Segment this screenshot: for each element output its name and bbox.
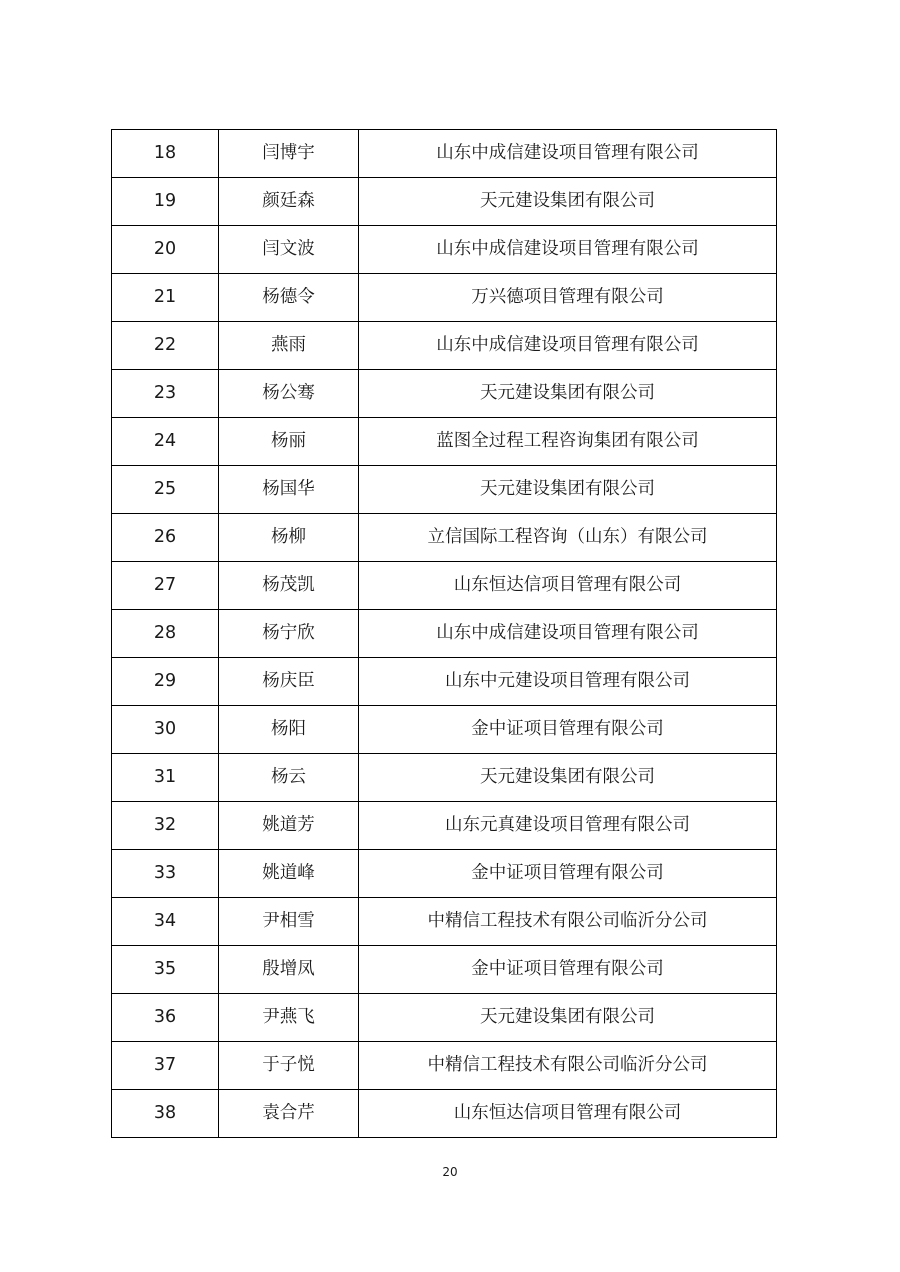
company-name-cell: 金中证项目管理有限公司 [359,850,777,898]
row-number-cell: 25 [112,466,219,514]
person-name-cell: 尹燕飞 [219,994,359,1042]
row-number-cell: 34 [112,898,219,946]
company-name-cell: 山东中成信建设项目管理有限公司 [359,130,777,178]
person-name-cell: 尹相雪 [219,898,359,946]
row-number-cell: 26 [112,514,219,562]
row-number-cell: 35 [112,946,219,994]
person-name-cell: 姚道峰 [219,850,359,898]
table-row [112,898,777,946]
table-row [112,802,777,850]
company-name-cell: 立信国际工程咨询（山东）有限公司 [359,514,777,562]
person-name-cell: 杨宁欣 [219,610,359,658]
company-name-cell: 山东恒达信项目管理有限公司 [359,562,777,610]
person-name-cell: 燕雨 [219,322,359,370]
table-row [112,946,777,994]
person-name-cell: 杨茂凯 [219,562,359,610]
table-row [112,562,777,610]
row-number-cell: 20 [112,226,219,274]
table-row [112,706,777,754]
person-name-cell: 杨庆臣 [219,658,359,706]
person-name-cell: 杨德令 [219,274,359,322]
row-number-cell: 18 [112,130,219,178]
row-number-cell: 29 [112,658,219,706]
company-name-cell: 山东元真建设项目管理有限公司 [359,802,777,850]
person-name-cell: 杨公骞 [219,370,359,418]
table-row [112,658,777,706]
table-row [112,994,777,1042]
row-number-cell: 30 [112,706,219,754]
row-number-cell: 28 [112,610,219,658]
company-name-cell: 天元建设集团有限公司 [359,994,777,1042]
table-row [112,1042,777,1090]
person-name-cell: 闫文波 [219,226,359,274]
company-name-cell: 天元建设集团有限公司 [359,178,777,226]
table-row [112,610,777,658]
person-name-cell: 杨国华 [219,466,359,514]
person-name-cell: 杨柳 [219,514,359,562]
person-name-cell: 杨丽 [219,418,359,466]
table-row [112,514,777,562]
company-name-cell: 山东中元建设项目管理有限公司 [359,658,777,706]
person-name-cell: 颜廷森 [219,178,359,226]
row-number-cell: 31 [112,754,219,802]
table-row [112,274,777,322]
person-name-cell: 杨阳 [219,706,359,754]
row-number-cell: 32 [112,802,219,850]
person-name-cell: 于子悦 [219,1042,359,1090]
table-row [112,418,777,466]
row-number-cell: 38 [112,1090,219,1138]
row-number-cell: 24 [112,418,219,466]
row-number-cell: 37 [112,1042,219,1090]
row-number-cell: 27 [112,562,219,610]
company-name-cell: 天元建设集团有限公司 [359,466,777,514]
table-row [112,370,777,418]
table-row [112,178,777,226]
person-name-cell: 杨云 [219,754,359,802]
company-name-cell: 蓝图全过程工程咨询集团有限公司 [359,418,777,466]
company-name-cell: 山东中成信建设项目管理有限公司 [359,322,777,370]
company-name-cell: 金中证项目管理有限公司 [359,706,777,754]
table-row [112,754,777,802]
company-name-cell: 金中证项目管理有限公司 [359,946,777,994]
row-number-cell: 22 [112,322,219,370]
company-name-cell: 山东中成信建设项目管理有限公司 [359,226,777,274]
company-name-cell: 万兴德项目管理有限公司 [359,274,777,322]
company-name-cell: 中精信工程技术有限公司临沂分公司 [359,898,777,946]
row-number-cell: 33 [112,850,219,898]
person-name-cell: 袁合芹 [219,1090,359,1138]
page-number: 20 [442,1165,458,1179]
person-name-cell: 闫博宇 [219,130,359,178]
table-row [112,130,777,178]
company-name-cell: 山东中成信建设项目管理有限公司 [359,610,777,658]
table-row [112,322,777,370]
company-name-cell: 天元建设集团有限公司 [359,754,777,802]
person-name-cell: 殷增凤 [219,946,359,994]
table-row [112,850,777,898]
table-row [112,466,777,514]
company-name-cell: 中精信工程技术有限公司临沂分公司 [359,1042,777,1090]
personnel-table-body [112,130,777,1138]
company-name-cell: 山东恒达信项目管理有限公司 [359,1090,777,1138]
row-number-cell: 23 [112,370,219,418]
row-number-cell: 36 [112,994,219,1042]
table-row [112,1090,777,1138]
personnel-table [111,129,777,1138]
company-name-cell: 天元建设集团有限公司 [359,370,777,418]
row-number-cell: 21 [112,274,219,322]
row-number-cell: 19 [112,178,219,226]
person-name-cell: 姚道芳 [219,802,359,850]
table-row [112,226,777,274]
